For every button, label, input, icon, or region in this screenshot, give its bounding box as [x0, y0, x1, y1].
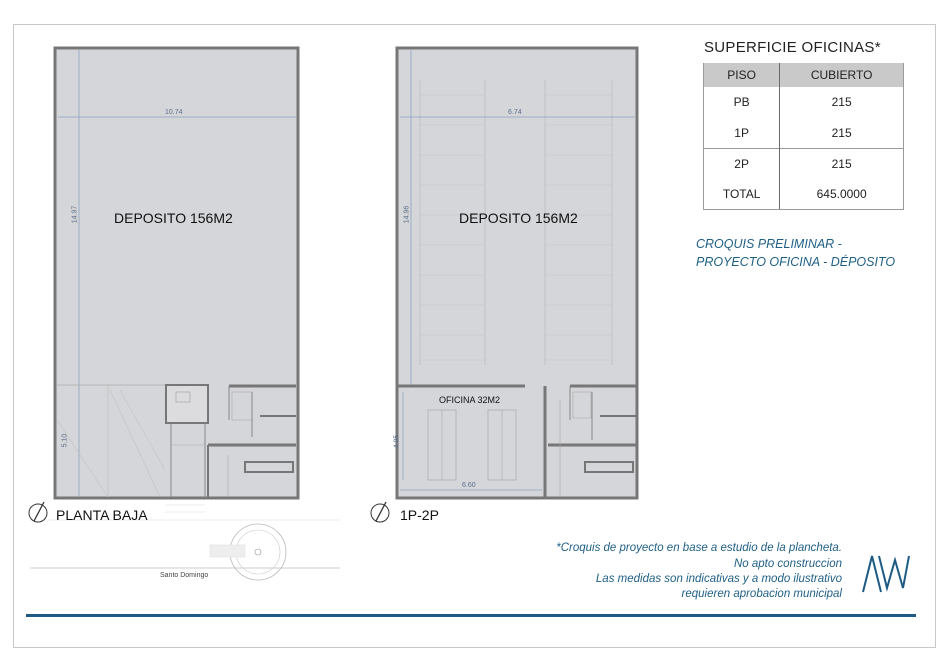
table-cell: 215 — [780, 118, 904, 149]
footer-accent-line — [26, 614, 916, 617]
upper-room-label: DEPOSITO 156M2 — [459, 210, 578, 226]
sketch-note-line1: CROQUIS PRELIMINAR - — [696, 237, 842, 251]
table-cell: PB — [704, 87, 780, 118]
area-table-title: SUPERFICIE OFICINAS* — [704, 39, 881, 56]
table-cell: 215 — [780, 148, 904, 179]
table-cell: 1P — [704, 118, 780, 149]
table-cell: TOTAL — [704, 179, 780, 210]
table-cell: 645.0000 — [780, 179, 904, 210]
ground-floor-plan — [30, 48, 340, 580]
table-row — [704, 118, 904, 149]
office-label: OFICINA 32M2 — [439, 395, 501, 405]
upper-plan-caption: 1P-2P — [400, 507, 439, 523]
disclaimer-line3: Las medidas son indicativas y a modo ilustrativo — [595, 573, 842, 585]
upper-dim-width: 6.74 — [508, 109, 522, 116]
ground-dim-width: 10.74 — [165, 109, 183, 116]
office-dim-depth: 4.85 — [393, 434, 401, 449]
north-arrow-upper — [371, 502, 389, 522]
upper-dim-depth: 14.96 — [403, 205, 411, 224]
ground-dim-lower: 5.10 — [61, 433, 69, 448]
ground-dim-depth: 14.97 — [71, 205, 79, 224]
sketch-note-line2: PROYECTO OFICINA - DÉPOSITO — [696, 255, 896, 269]
company-logo — [860, 550, 910, 595]
north-arrow-ground — [29, 502, 47, 522]
table-row — [704, 148, 904, 179]
disclaimer-line1: *Croquis de proyecto en base a estudio de la plancheta. — [556, 542, 842, 554]
table-row — [704, 179, 904, 210]
street-label: Santo Domingo — [160, 572, 209, 579]
table-cell: 215 — [780, 87, 904, 118]
header-cubierto: CUBIERTO — [780, 63, 904, 87]
disclaimer-line4: requieren aprobacion municipal — [681, 588, 842, 600]
area-table — [703, 63, 904, 210]
ground-plan-caption: PLANTA BAJA — [56, 507, 148, 523]
header-piso: PISO — [704, 63, 780, 87]
ground-room-label: DEPOSITO 156M2 — [114, 210, 233, 226]
office-dim-width: 6.60 — [462, 482, 476, 489]
table-row — [704, 87, 904, 118]
table-cell: 2P — [704, 148, 780, 179]
disclaimer-line2: No apto construccion — [733, 558, 842, 570]
